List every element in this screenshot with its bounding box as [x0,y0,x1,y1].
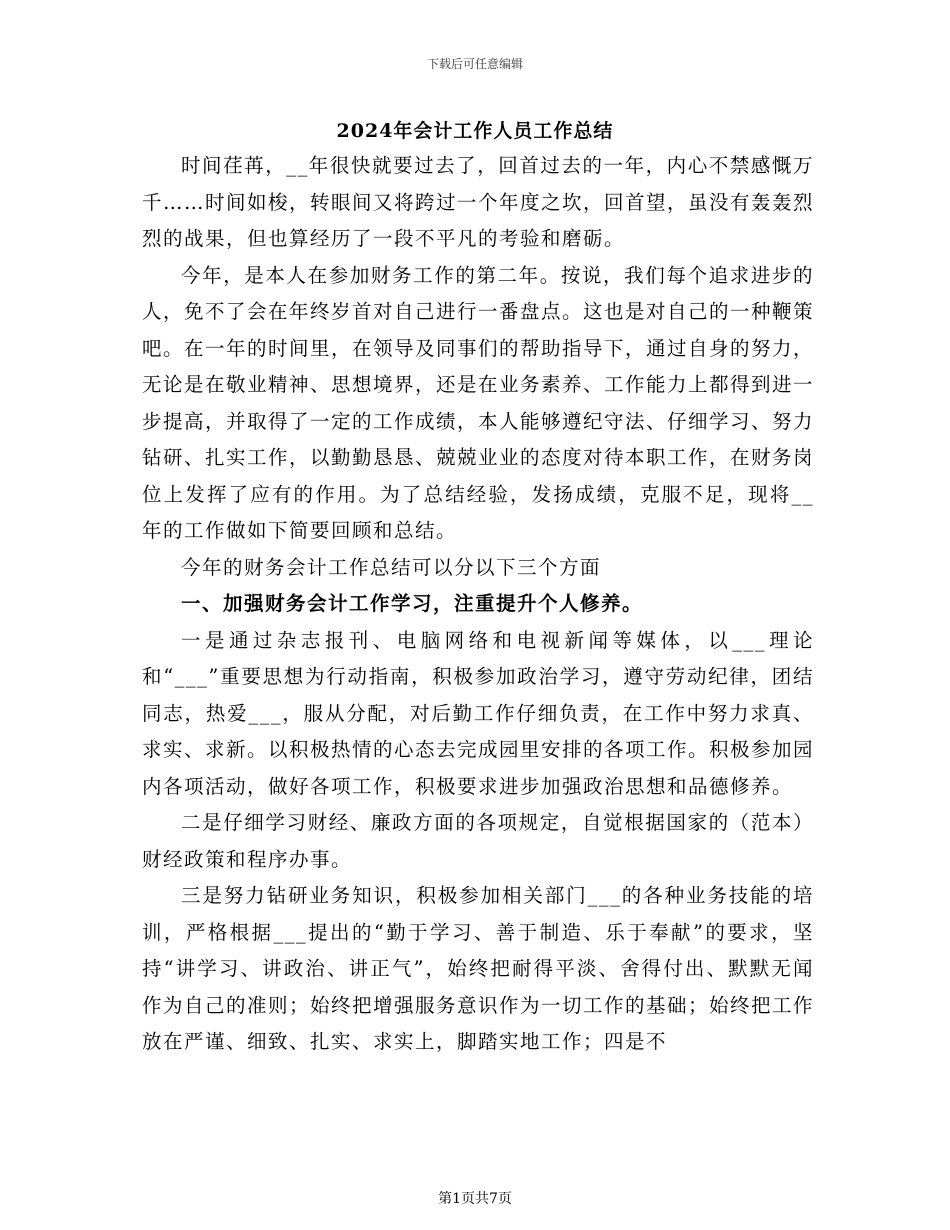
paragraph-point-3: 三是努力钻研业务知识，积极参加相关部门___的各种业务技能的培训，严格根据___提出的“勤于学习、善于制造、乐于奉献”的要求，坚持“讲学习、讲政治、讲正气”，始终把耐得平淡、舍得付出、默默无闻作为自己的准则；始终把增强服务意识作为一切工作的基础；始终把工作放在严谨、细致、扎实、求实上，脚踏实地工作；四是不 [142,884,815,1053]
document-body [142,148,814,1061]
section-heading-1: 一、加强财务会计工作学习，注重提升个人修养。 [181,592,644,615]
paragraph-point-2: 二是仔细学习财经、廉政方面的各项规定，自觉根据国家的（范本）财经政策和程序办事。 [142,811,814,871]
header-note: 下载后可任意编辑 [426,57,523,71]
paragraph-aspects: 今年的财务会计工作总结可以分以下三个方面 [181,555,602,579]
paragraph-point-1: 一是通过杂志报刊、电脑网络和电视新闻等媒体，以___理论和“___”重要思想为行动指南，积极参加政治学习，遵守劳动纪律，团结同志，热爱___，服从分配，对后勤工作仔细负责，在工作中努力求真、求实、求新。以积极热情的心态去完成园里安排的各项工作。积极参加园内各项活动，做好各项工作，积极要求进步加强政治思想和品德修养。 [142,628,815,798]
paragraph-overview: 今年，是本人在参加财务工作的第二年。按说，我们每个追求进步的人，免不了会在年终岁首对自己进行一番盘点。这也是对自己的一种鞭策吧。在一年的时间里，在领导及同事们的帮助指导下，通过自身的努力，无论是在敬业精神、思想境界，还是在业务素养、工作能力上都得到进一步提高，并取得了一定的工作成绩，本人能够遵纪守法、仔细学习、努力钻研、扎实工作，以勤勤恳恳、兢兢业业的态度对待本职工作，在财务岗位上发挥了应有的作用。为了总结经验，发扬成绩，克服不足，现将__年的工作做如下简要回顾和总结。 [142,263,815,542]
paragraph-intro: 时间荏苒，__年很快就要过去了，回首过去的一年，内心不禁感慨万千……时间如梭，转眼间又将跨过一个年度之坎，回首望，虽没有轰轰烈烈的战果，但也算经历了一段不平凡的考验和磨砺。 [142,154,815,250]
document-title: 2024年会计工作人员工作总结 [336,120,614,142]
page-footer: 第1页共7页 [438,1191,512,1207]
